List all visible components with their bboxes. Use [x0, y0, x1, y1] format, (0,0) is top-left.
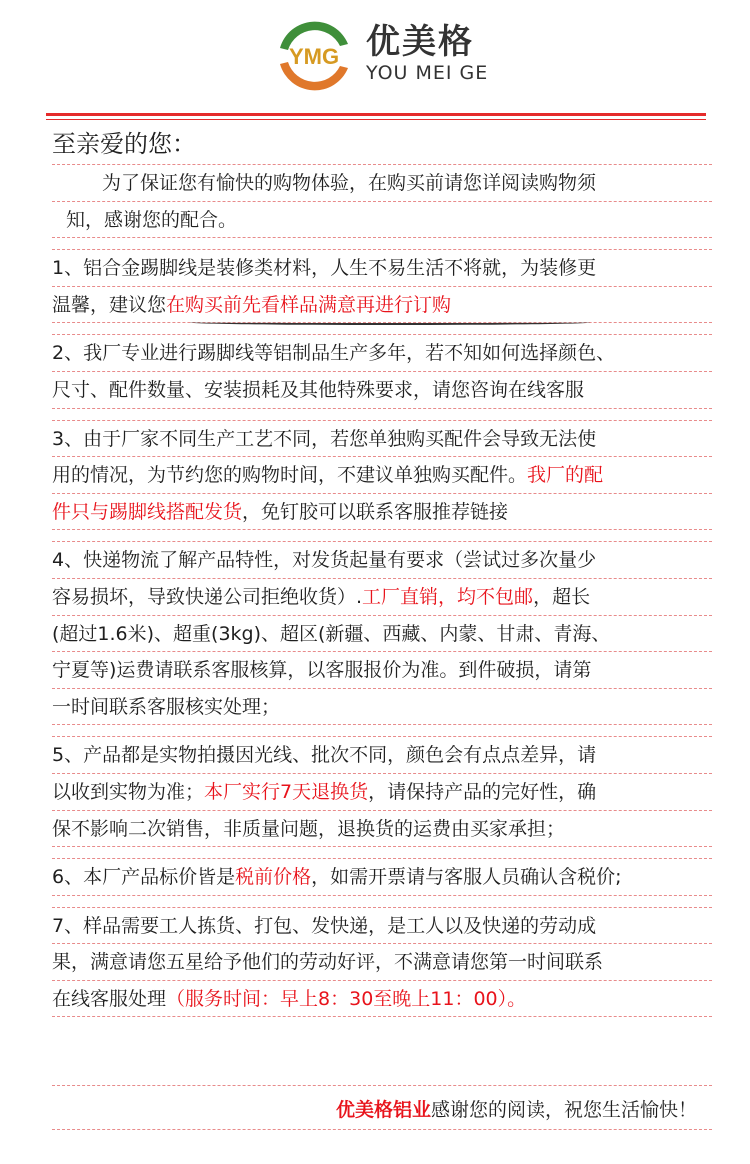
notice-item-4 [52, 542, 712, 725]
notice-line [52, 689, 712, 726]
highlight-text: （服务时间：早上8：30至晚上11：00）。 [166, 987, 527, 1010]
notice-item-5 [52, 737, 712, 847]
brand-name-cn: 优美格 [366, 22, 474, 62]
body-text: ，免钉胶可以联系客服推荐链接 [242, 500, 509, 523]
footer-rule-top [52, 1084, 712, 1086]
header [0, 0, 750, 112]
logo-letters: YMG [288, 44, 340, 69]
intro-line-2: 知，感谢您的配合。 [52, 202, 712, 239]
notice-line [52, 421, 712, 458]
notice-line [52, 737, 712, 774]
body-text: 5、产品都是实物拍摄因光线、批次不同，颜色会有点点差异，请 [52, 744, 597, 767]
item-spacer [52, 725, 712, 737]
notice-line [52, 859, 712, 896]
item-spacer [52, 896, 712, 908]
notice-line [52, 250, 712, 287]
item-spacer [52, 847, 712, 859]
top-divider-thin [46, 119, 706, 120]
body-text: 4、快递物流了解产品特性，对发货起量有要求（尝试过多次量少 [52, 549, 597, 572]
notice-line [52, 944, 712, 981]
body-text: 在线客服处理 [52, 987, 167, 1010]
body-text: (超过1.6米)、超重(3kg)、超区(新疆、西藏、内蒙、甘肃、青海、 [52, 622, 611, 645]
notice-line [52, 287, 712, 324]
highlight-text: 税前价格 [235, 866, 312, 889]
body-text: ，请保持产品的完好性，确 [368, 780, 597, 803]
footer [52, 1092, 697, 1128]
item-spacer [52, 409, 712, 421]
body-text: 温馨，建议您 [52, 293, 167, 316]
notice-line [52, 981, 712, 1018]
notice-line [52, 542, 712, 579]
notice-line [52, 811, 712, 848]
notice-line [52, 579, 712, 616]
footer-message: 感谢您的阅读，祝您生活愉快！ [430, 1099, 697, 1121]
body-text: 用的情况，为节约您的购物时间，不建议单独购买配件。 [52, 464, 528, 487]
notice-item-3 [52, 421, 712, 531]
highlight-text: 本厂实行7天退换货 [204, 780, 369, 803]
item-spacer [52, 238, 712, 250]
notice-line [52, 494, 712, 531]
notice-paper [52, 122, 712, 1017]
footer-rule-bottom [52, 1128, 712, 1130]
brand-name-en: YOU MEI GE [366, 62, 489, 84]
highlight-text: 我厂的配 [527, 464, 604, 487]
body-text: 1、铝合金踢脚线是装修类材料，人生不易生活不将就，为装修更 [52, 257, 597, 280]
notice-line [52, 616, 712, 653]
item-spacer [52, 530, 712, 542]
intro-line-1: 为了保证您有愉快的购物体验，在购买前请您详阅读购物须 [52, 165, 712, 202]
body-text: 一时间联系客服核实处理； [52, 695, 281, 718]
notice-item-6 [52, 859, 712, 896]
notice-line [52, 372, 712, 409]
footer-brand: 优美格铝业 [335, 1099, 431, 1121]
body-text: 以收到实物为准； [52, 780, 205, 803]
body-text: 6、本厂产品标价皆是 [52, 866, 236, 889]
body-text: 保不影响二次销售，非质量问题，退换货的运费由买家承担； [52, 817, 566, 840]
highlight-text: 在购买前先看样品满意再进行订购 [166, 293, 452, 316]
notice-line [52, 774, 712, 811]
highlight-text: 件只与踢脚线搭配发货 [52, 500, 243, 523]
hand-underline [190, 320, 590, 325]
body-text: 2、我厂专业进行踢脚线等铝制品生产多年，若不知如何选择颜色、 [52, 342, 616, 365]
notice-line [52, 457, 712, 494]
body-text: 容易损坏，导致快递公司拒绝收货）. [52, 585, 363, 608]
notice-item-7 [52, 908, 712, 1018]
notice-item-2 [52, 335, 712, 408]
notice-item-1 [52, 250, 712, 323]
body-text: 3、由于厂家不同生产工艺不同，若您单独购买配件会导致无法使 [52, 427, 597, 450]
notice-items [52, 238, 712, 1017]
body-text: ，超长 [533, 585, 591, 608]
body-text: 尺寸、配件数量、安装损耗及其他特殊要求，请您咨询在线客服 [52, 378, 585, 401]
highlight-text: 工厂直销，均不包邮 [362, 585, 534, 608]
greeting: 至亲爱的您： [52, 122, 712, 165]
notice-line [52, 908, 712, 945]
notice-line [52, 335, 712, 372]
body-text: ，如需开票请与客服人员确认含税价; [311, 866, 622, 889]
notice-line [52, 652, 712, 689]
top-divider [46, 113, 706, 116]
body-text: 果，满意请您五星给予他们的劳动好评，不满意请您第一时间联系 [52, 951, 604, 974]
body-text: 宁夏等)运费请联系客服核算，以客服报价为准。到件破损，请第 [52, 659, 592, 682]
body-text: 7、样品需要工人拣货、打包、发快递，是工人以及快递的劳动成 [52, 914, 597, 937]
item-spacer [52, 323, 712, 335]
ymg-logo-icon [268, 14, 360, 98]
